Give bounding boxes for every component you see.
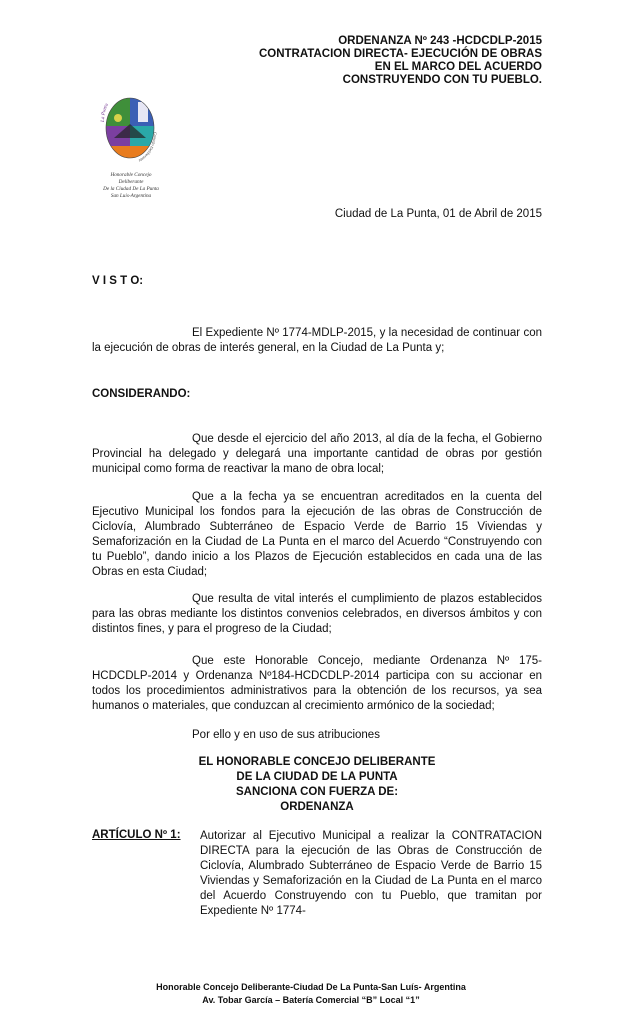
council-logo [98,82,162,170]
svg-text:La Punta: La Punta [100,102,110,123]
considerando-paragraph: Que resulta de vital interés el cumplimiento de plazos establecidos para las obras mediante los distintos convenios celebrados, en diversos ámbitos y con distintos fines, y para el progreso de la Ciudad; [92,593,542,635]
logo-caption: Honorable Concejo Deliberante De la Ciudad De La Punta San Luis-Argentina [103,172,159,199]
page-footer: Honorable Concejo Deliberante-Ciudad De La Punta-San Luís- Argentina Av. Tobar García – Batería Comercial “B” Local “1” [156,982,466,1005]
considerando-paragraph: Que este Honorable Concejo, mediante Ordenanza Nº 175-HCDCDLP-2014 y Ordenanza Nº184-HCDCDLP-2014 participa con su accionar en todos los procedimientos administrativos para la obtención de los recursos, ya sea humanos o materiales, que conduzcan al crecimiento armónico de la sociedad; [92,655,542,712]
considerando-heading: CONSIDERANDO: [92,388,191,400]
visto-paragraph: El Expediente Nº 1774-MDLP-2015, y la necesidad de continuar con la ejecución de obras de interés general, en la Ciudad de La Punta y; [92,327,542,354]
visto-heading: V I S T O: [92,275,144,287]
article-1-text: Autorizar al Ejecutivo Municipal a realizar la CONTRATACION DIRECTA para la ejecución de las Obras de Construcción de Ciclovía, Alumbrado Subterráneo de Espacio Verde de Barrio 15 Viviendas y Semaforización en la Ciudad de La Punta en el marco del Acuerdo Construyendo con tu Pueblo, que tramitan por Expediente Nº 1774- [200,830,542,917]
article-1-label: ARTÍCULO Nº 1: [92,829,181,841]
document-header [259,35,542,87]
considerando-paragraph: Que desde el ejercicio del año 2013, al día de la fecha, el Gobierno Provincial ha delegado y delegará una importante cantidad de obras por gestión municipal como forma de reactivar la mano de obra local; [92,433,542,475]
considerando-paragraph: Que a la fecha ya se encuentran acreditados en la cuenta del Ejecutivo Municipal los fondos para la ejecución de las obras de Construcción de Ciclovía, Alumbrado Subterráneo de Espacio Verde de Barrio 15 Viviendas y Semaforización en la Ciudad de La Punta en el marco del Acuerdo “Construyendo con tu Pueblo”, dando inicio a los Plazos de Ejecución establecidos en cada una de las Obras en esta Ciudad; [92,491,542,578]
closing-phrase: Por ello y en uso de sus atribuciones [192,729,380,741]
header-subject-line: CONTRATACION DIRECTA- EJECUCIÓN DE OBRAS [258,48,542,60]
header-subject-line: EN EL MARCO DEL ACUERDO [374,61,542,73]
sanciona-block: EL HONORABLE CONCEJO DELIBERANTE DE LA CIUDAD DE LA PUNTA SANCIONA CON FUERZA DE: ORDENANZA [198,756,436,813]
svg-text:Concejo Deliberante: Concejo Deliberante [137,131,159,164]
header-subject-line: CONSTRUYENDO CON TU PUEBLO. [342,74,542,86]
ordinance-number: ORDENANZA Nº 243 -HCDCDLP-2015 [338,35,542,47]
document-date: Ciudad de La Punta, 01 de Abril de 2015 [334,208,542,220]
